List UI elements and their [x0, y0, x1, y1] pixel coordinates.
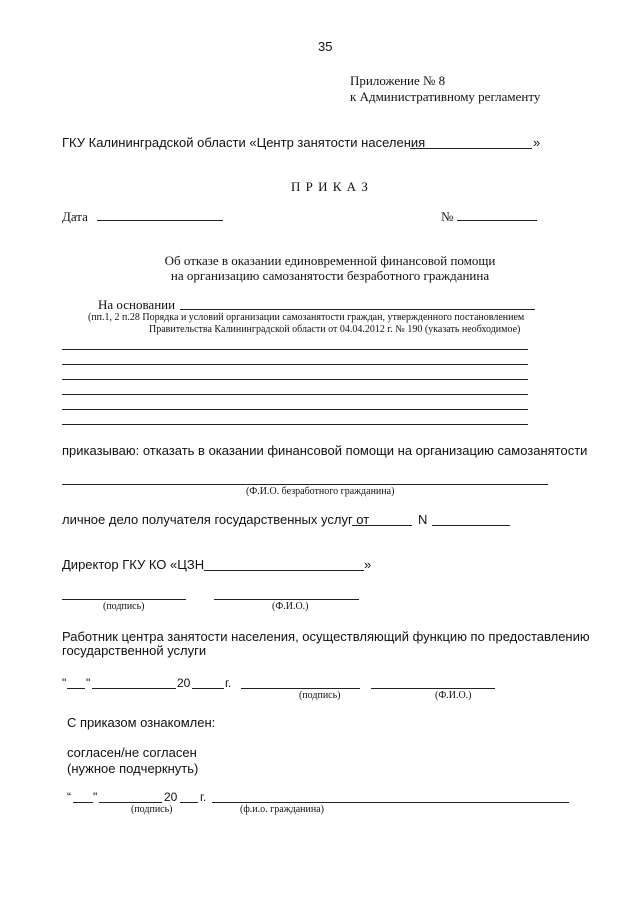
director-org-line[interactable] [204, 570, 364, 571]
page-number: 35 [318, 39, 333, 54]
worker-year-line[interactable] [192, 688, 224, 689]
acquainted-month-line[interactable] [99, 802, 162, 803]
acquainted-date-year-suffix: г. [200, 790, 207, 804]
basis-text-line[interactable] [62, 409, 528, 410]
worker-fio-line[interactable] [371, 688, 495, 689]
personal-file-n-label: N [418, 512, 428, 527]
number-label: № [441, 209, 454, 224]
worker-signature-line[interactable] [241, 688, 360, 689]
director-signature-caption: (подпись) [103, 601, 145, 612]
personal-file-date-line[interactable] [352, 525, 412, 526]
basis-label: На основании [98, 297, 176, 312]
director-fio-caption: (Ф.И.О.) [272, 601, 309, 612]
order-title: П Р И К А З [291, 179, 369, 194]
director-close-quote: » [364, 557, 372, 572]
basis-text-line[interactable] [62, 394, 528, 395]
worker-date-close-quote: " [86, 676, 91, 690]
acquainted-signature-caption: (подпись) [131, 804, 173, 815]
worker-fio-caption: (Ф.И.О.) [435, 690, 472, 701]
acquainted-label: С приказом ознакомлен: [67, 715, 216, 730]
organization-blank-line[interactable] [410, 148, 532, 149]
appendix-title: Приложение № 8 [350, 73, 446, 88]
fio-unemployed-line[interactable] [62, 484, 548, 485]
subject-line-2: на организацию самозанятости безработного гражданина [170, 268, 490, 283]
worker-signature-caption: (подпись) [299, 690, 341, 701]
date-label: Дата [62, 209, 88, 224]
date-field-line[interactable] [97, 220, 223, 221]
basis-hint-line-2: Правительства Калининградской области от 04.04.2012 г. № 190 (указать необходимое) [149, 324, 521, 335]
acquainted-date-open-quote: “ [67, 790, 71, 804]
acquainted-signature-fio-line[interactable] [212, 802, 569, 803]
worker-date-year-suffix: г. [225, 676, 232, 690]
organization-close-quote: » [533, 135, 541, 150]
acquainted-year-line[interactable] [180, 802, 198, 803]
basis-field-line[interactable] [180, 309, 535, 310]
acquainted-date-close-quote: " [93, 790, 98, 804]
agree-options[interactable]: согласен/не согласен [67, 745, 197, 760]
organization-name: ГКУ Калининградской области «Центр занятости населения [62, 135, 426, 150]
basis-text-line[interactable] [62, 349, 528, 350]
appendix-subtitle: к Административному регламенту [350, 89, 541, 104]
director-signature-line[interactable] [62, 599, 186, 600]
worker-date-open-quote: " [62, 676, 67, 690]
acquainted-date-twenty: 20 [164, 790, 178, 804]
subject-line-1: Об отказе в оказании единовременной финансовой помощи [164, 253, 496, 268]
fio-unemployed-caption: (Ф.И.О. безработного гражданина) [246, 486, 395, 497]
agree-hint: (нужное подчеркнуть) [67, 761, 199, 776]
worker-day-line[interactable] [67, 688, 85, 689]
director-label: Директор ГКУ КО «ЦЗН [62, 557, 205, 572]
worker-month-line[interactable] [92, 688, 176, 689]
acquainted-day-line[interactable] [73, 802, 93, 803]
basis-text-line[interactable] [62, 424, 528, 425]
order-text: приказываю: отказать в оказании финансовой помощи на организацию самозанятости [62, 443, 588, 458]
number-field-line[interactable] [457, 220, 537, 221]
worker-text-line-2: государственной услуги [62, 643, 207, 658]
director-fio-line[interactable] [214, 599, 359, 600]
basis-text-line[interactable] [62, 364, 528, 365]
worker-text-line-1: Работник центра занятости населения, осуществляющий функцию по предоставлению [62, 629, 590, 644]
personal-file-number-line[interactable] [432, 525, 510, 526]
acquainted-fio-caption: (ф.и.о. гражданина) [240, 804, 324, 815]
basis-text-line[interactable] [62, 379, 528, 380]
personal-file-label: личное дело получателя государственных услуг от [62, 512, 370, 527]
basis-hint-line-1: (пп.1, 2 п.28 Порядка и условий организации самозанятости граждан, утвержденного постановлением [88, 312, 525, 323]
worker-date-twenty: 20 [177, 676, 191, 690]
